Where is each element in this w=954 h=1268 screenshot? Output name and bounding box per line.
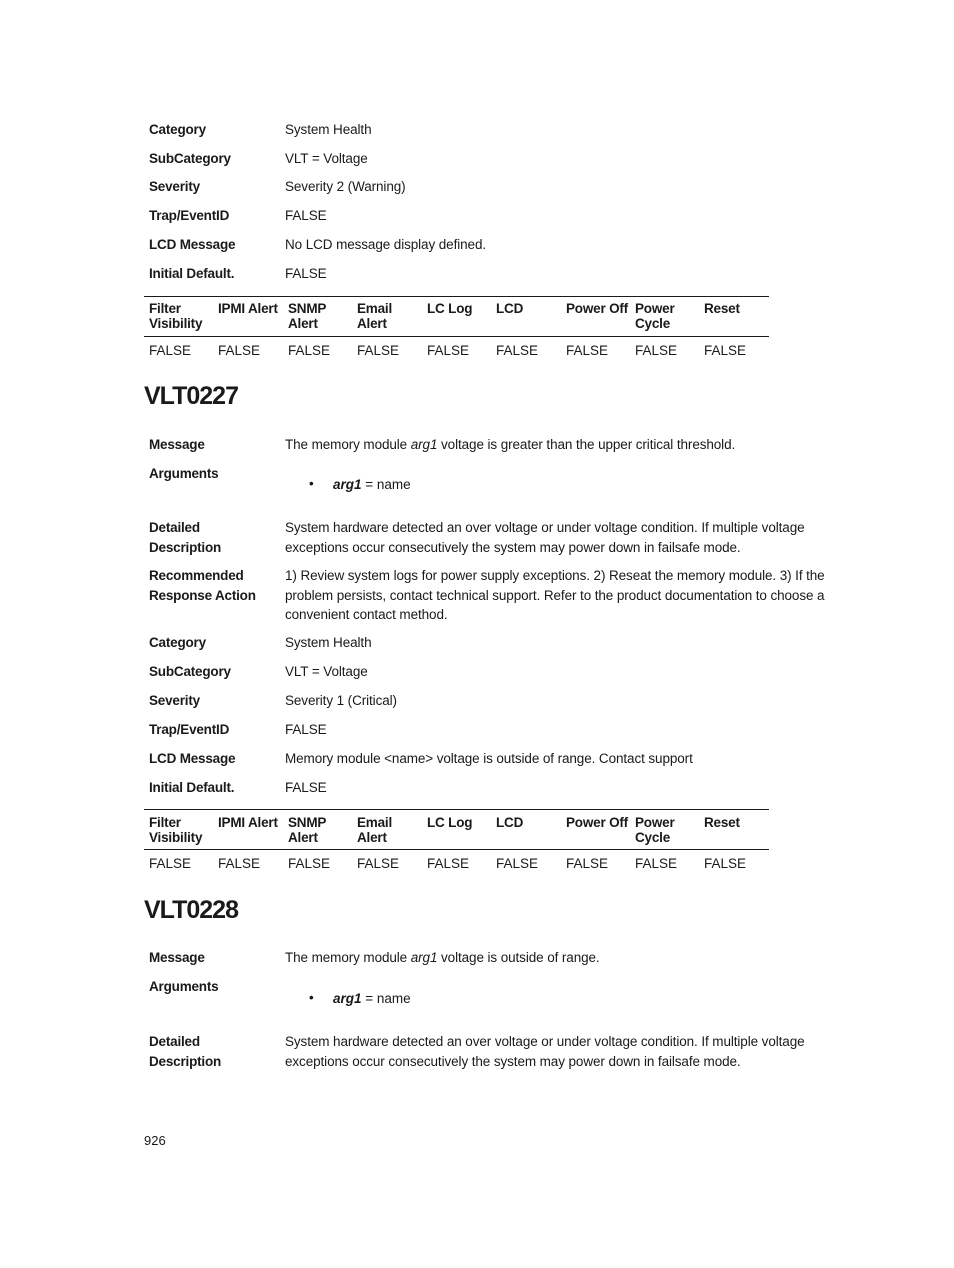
arguments-label: Arguments: [149, 979, 219, 994]
table-cell: FALSE: [566, 856, 609, 871]
recommended-action-label: Recommended Response Action: [149, 568, 256, 603]
column-header: Power Off: [566, 815, 628, 830]
table-cell: FALSE: [288, 343, 331, 358]
column-header: Reset: [704, 815, 740, 830]
subcategory-value: VLT = Voltage: [285, 151, 368, 166]
table-cell: FALSE: [496, 856, 539, 871]
table-cell: FALSE: [496, 343, 539, 358]
column-header: Filter Visibility: [149, 815, 203, 845]
table-cell: FALSE: [566, 343, 609, 358]
detailed-description-label: Detailed Description: [149, 1034, 222, 1069]
initial-default-label: Initial Default.: [149, 780, 235, 795]
severity-value: Severity 2 (Warning): [285, 179, 406, 194]
column-header: Power Cycle: [635, 301, 675, 331]
table-cell: FALSE: [357, 343, 400, 358]
table-cell: FALSE: [149, 343, 192, 358]
subcategory-value: VLT = Voltage: [285, 664, 368, 679]
argument-item: arg1 = name: [333, 477, 411, 492]
column-header: Filter Visibility: [149, 301, 203, 331]
column-header: Email Alert: [357, 301, 393, 331]
severity-label: Severity: [149, 693, 200, 708]
event-heading-vlt0228: VLT0228: [144, 896, 238, 924]
detailed-description-value: System hardware detected an over voltage or under voltage condition. If multiple voltage exceptions occur consecutively the system may power down in failsafe mode.: [285, 520, 805, 555]
page-number: 926: [144, 1133, 166, 1148]
message-value: The memory module arg1 voltage is outside of range.: [285, 950, 600, 965]
arguments-label: Arguments: [149, 466, 219, 481]
table-cell: FALSE: [357, 856, 400, 871]
column-header: Email Alert: [357, 815, 393, 845]
column-header: Power Cycle: [635, 815, 675, 845]
category-value: System Health: [285, 635, 372, 650]
table-cell: FALSE: [635, 856, 678, 871]
initial-default-value: FALSE: [285, 780, 327, 795]
table-top-rule: [144, 809, 769, 810]
subcategory-label: SubCategory: [149, 151, 231, 166]
message-arg: arg1: [410, 437, 438, 452]
table-cell: FALSE: [427, 343, 470, 358]
table-top-rule: [144, 296, 769, 297]
lcd-message-value: No LCD message display defined.: [285, 237, 487, 252]
detailed-description-label: Detailed Description: [149, 520, 222, 555]
argument-item: arg1 = name: [333, 991, 411, 1006]
table-cell: FALSE: [427, 856, 470, 871]
severity-label: Severity: [149, 179, 200, 194]
column-header: Reset: [704, 301, 740, 316]
bullet-icon: •: [309, 990, 314, 1005]
event-heading-vlt0227: VLT0227: [144, 382, 238, 410]
recommended-action-value: 1) Review system logs for power supply exceptions. 2) Reseat the memory module. 3) If the problem persists, contact technical support. Refer to the product documentation to choose a convenient contact method.: [285, 568, 825, 622]
lcd-message-label: LCD Message: [149, 237, 236, 252]
table-cell: FALSE: [218, 343, 261, 358]
initial-default-label: Initial Default.: [149, 266, 235, 281]
category-value: System Health: [285, 122, 372, 137]
category-label: Category: [149, 635, 206, 650]
trap-label: Trap/EventID: [149, 722, 230, 737]
message-arg: arg1: [410, 950, 438, 965]
table-cell: FALSE: [149, 856, 192, 871]
table-mid-rule: [144, 336, 769, 337]
message-label: Message: [149, 950, 205, 965]
message-label: Message: [149, 437, 205, 452]
table-mid-rule: [144, 849, 769, 850]
column-header: SNMP Alert: [288, 815, 327, 845]
column-header: Power Off: [566, 301, 628, 316]
message-value: The memory module arg1 voltage is greater than the upper critical threshold.: [285, 437, 736, 452]
lcd-message-value: Memory module <name> voltage is outside of range. Contact support: [285, 751, 693, 766]
initial-default-value: FALSE: [285, 266, 327, 281]
subcategory-label: SubCategory: [149, 664, 231, 679]
trap-value: FALSE: [285, 722, 327, 737]
category-label: Category: [149, 122, 206, 137]
table-cell: FALSE: [704, 856, 747, 871]
table-cell: FALSE: [218, 856, 261, 871]
table-cell: FALSE: [704, 343, 747, 358]
column-header: LCD: [496, 815, 524, 830]
column-header: LC Log: [427, 301, 473, 316]
table-cell: FALSE: [635, 343, 678, 358]
trap-value: FALSE: [285, 208, 327, 223]
column-header: IPMI Alert: [218, 301, 278, 316]
column-header: LCD: [496, 301, 524, 316]
table-cell: FALSE: [288, 856, 331, 871]
severity-value: Severity 1 (Critical): [285, 693, 397, 708]
lcd-message-label: LCD Message: [149, 751, 236, 766]
column-header: LC Log: [427, 815, 473, 830]
column-header: IPMI Alert: [218, 815, 278, 830]
trap-label: Trap/EventID: [149, 208, 230, 223]
bullet-icon: •: [309, 476, 314, 491]
detailed-description-value: System hardware detected an over voltage or under voltage condition. If multiple voltage exceptions occur consecutively the system may power down in failsafe mode.: [285, 1034, 805, 1069]
column-header: SNMP Alert: [288, 301, 327, 331]
